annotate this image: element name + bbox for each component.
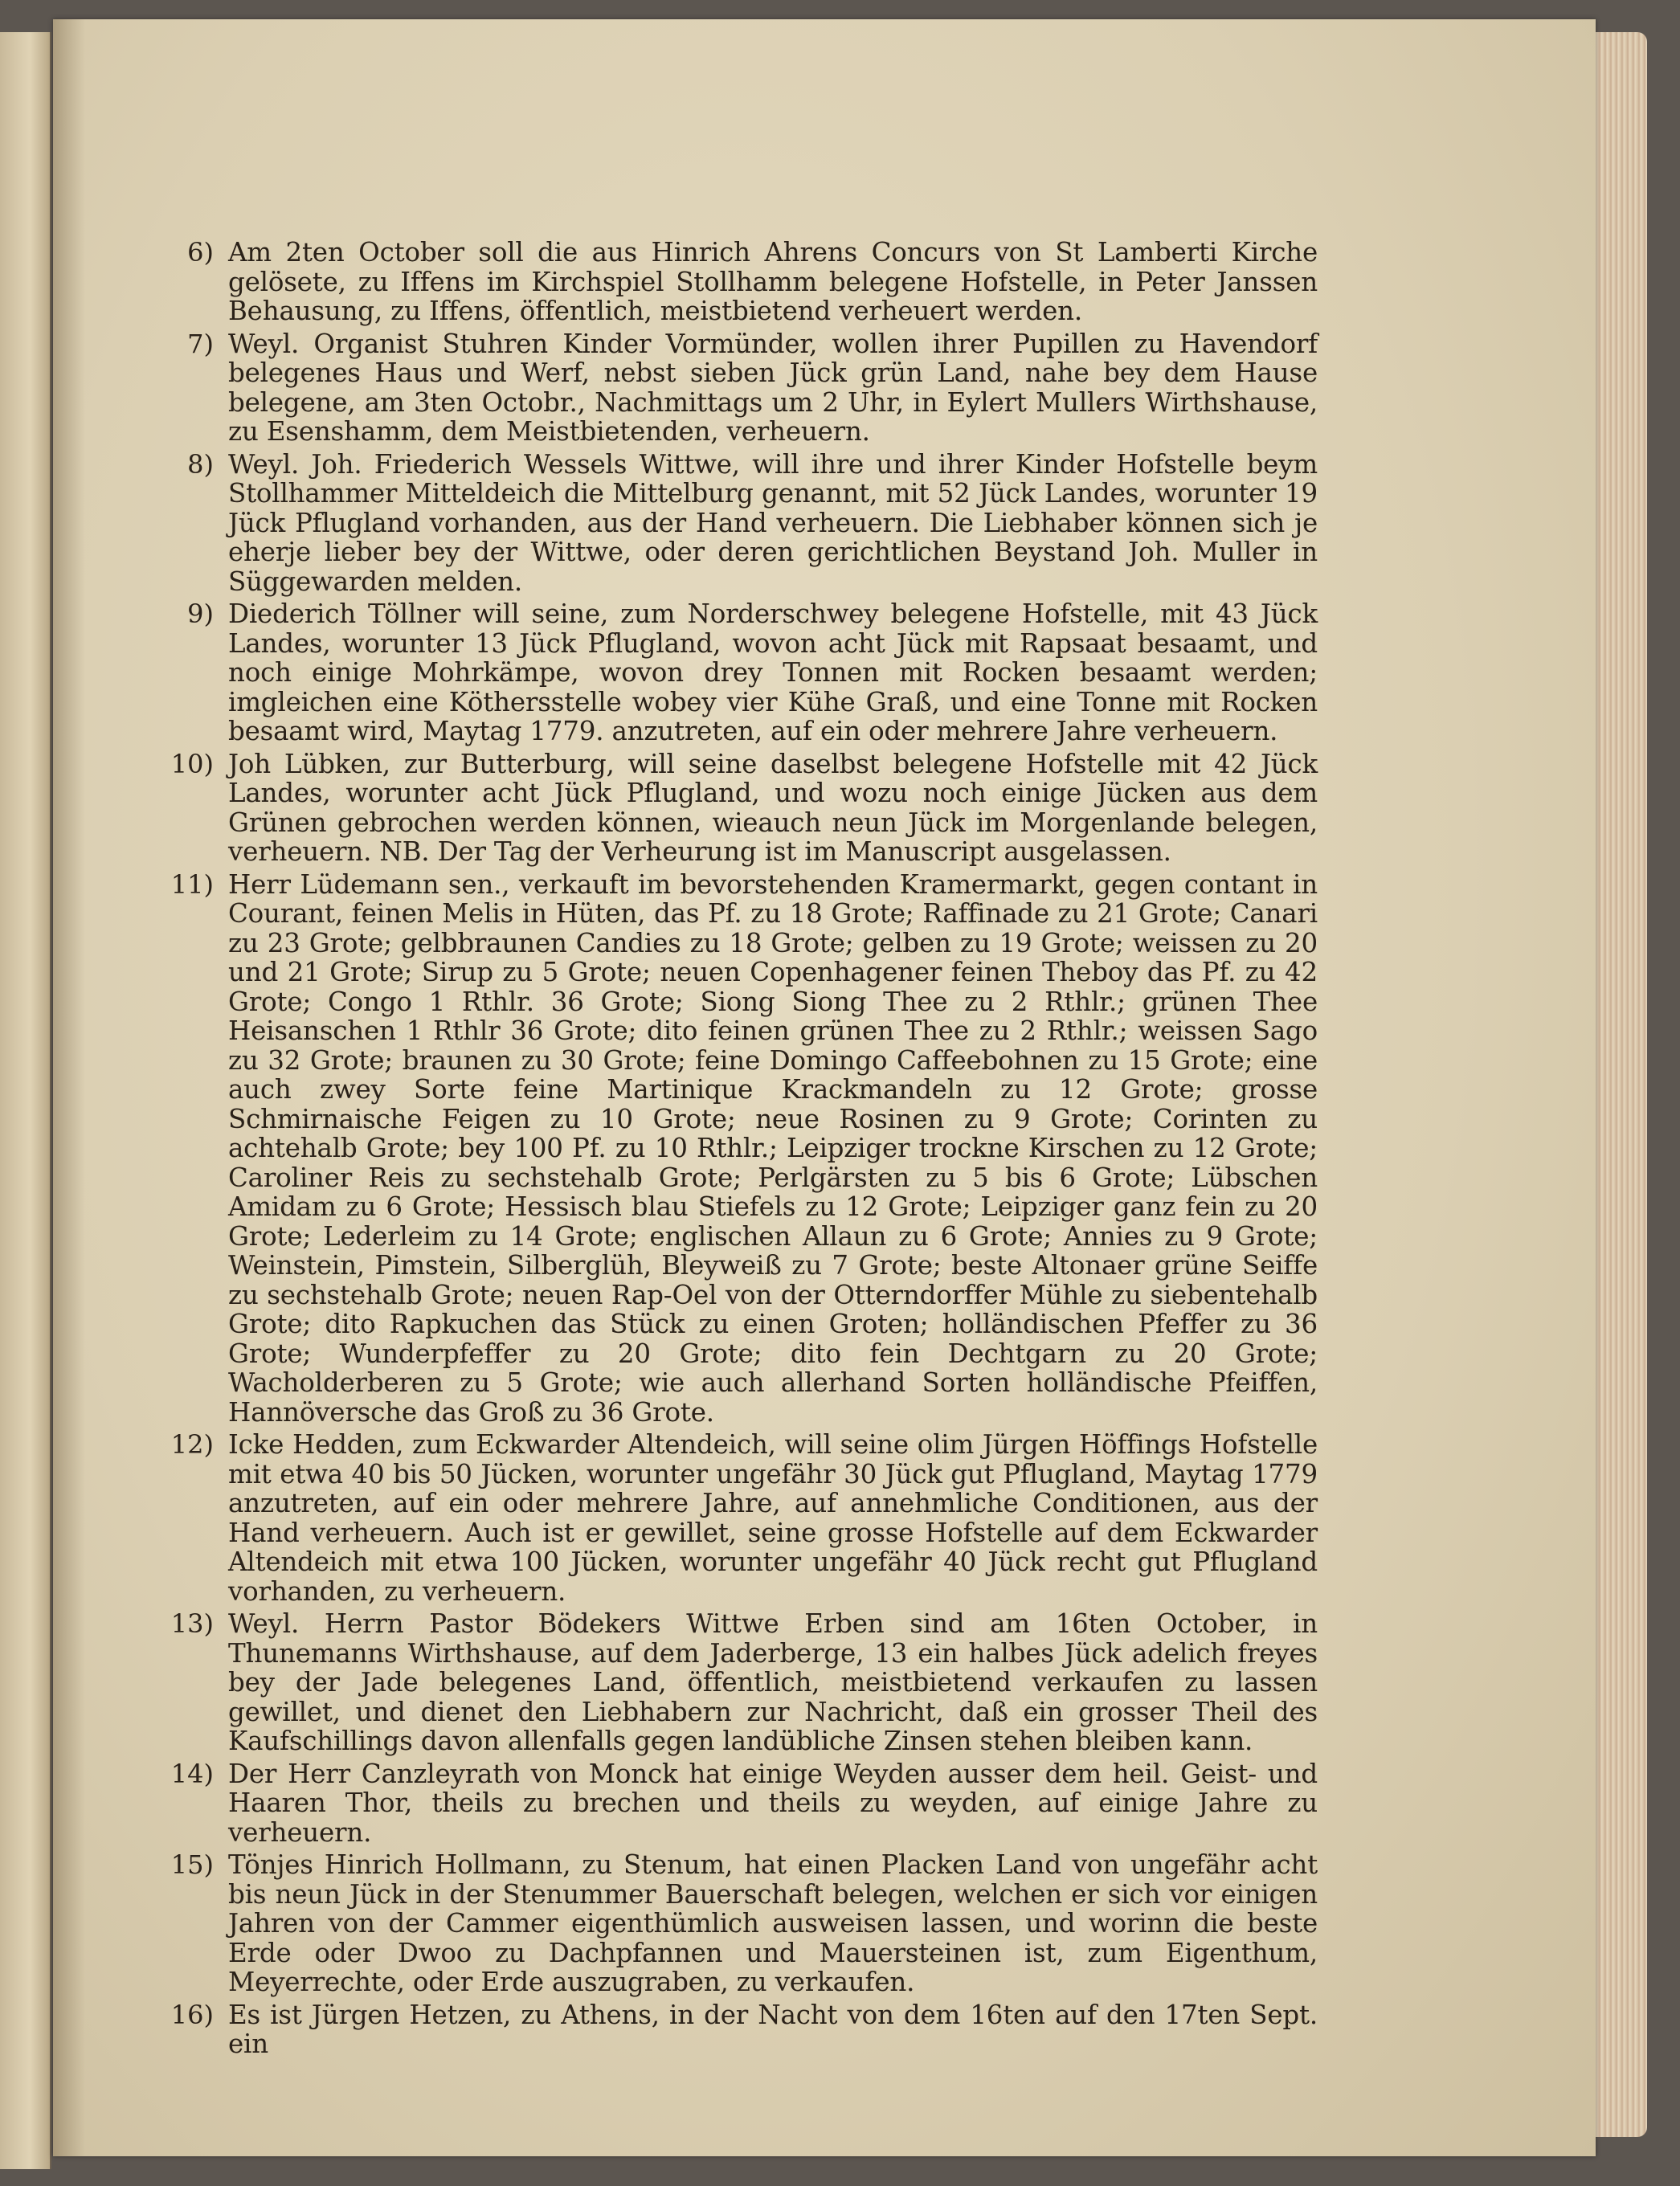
entry-number: 7) — [187, 328, 214, 359]
entry-number: 16) — [170, 1999, 214, 2030]
entry-number: 15) — [170, 1849, 214, 1880]
entry-number: 8) — [187, 448, 214, 480]
entry-9 — [145, 599, 1318, 746]
entry-text: Herr Lüdemann sen., verkauft im bevorstehenden Kramermarkt, gegen contant in Courant, feinen Melis in Hüten, das Pf. zu 18 Grote; Raffinade zu 21 Grote; Canari zu 23 Grote; gelbbraunen Candies zu 18 Grote; gelben zu 19 Grote; weissen zu 20 und 21 Grote; Sirup zu 5 Grote; neuen Copenhagener feinen Theboy das Pf. zu 42 Grote; Congo 1 Rthlr. 36 Grote; Siong Siong Thee zu 2 Rthlr.; grünen Thee Heisanschen 1 Rthlr 36 Grote; dito feinen grünen Thee zu 2 Rthlr.; weissen Sago zu 32 Grote; braunen zu 30 Grote; feine Domingo Caffeebohnen zu 15 Grote; eine auch zwey Sorte feine Martinique Krackmandeln zu 12 Grote; grosse Schmirnaische Feigen zu 10 Grote; neue Rosinen zu 9 Grote; Corinten zu achtehalb Grote; bey 100 Pf. zu 10 Rthlr.; Leipziger trockne Kirschen zu 12 Grote; Caroliner Reis zu sechstehalb Grote; Perlgärsten zu 5 bis 6 Grote; Lübschen Amidam zu 6 Grote; Hessisch blau Stiefels zu 12 Grote; Leipziger ganz fein zu 20 Grote; Lederleim zu 14 Grote; englischen Allaun zu 6 Grote; Annies zu 9 Grote; Weinstein, Pimstein, Silberglüh, Bleyweiß zu 7 Grote; beste Altonaer grüne Seiffe zu sechstehalb Grote; neuen Rap-Oel von der Otterndorffer Mühle zu siebentehalb Grote; dito Rapkuchen das Stück zu einen Groten; holländischen Pfeffer zu 36 Grote; Wunderpfeffer zu 20 Grote; dito fein Dechtgarn zu 20 Grote; Wacholderberen zu 5 Grote; wie auch allerhand Sorten holländische Pfeiffen, Hannöversche das Groß zu 36 Grote. — [228, 868, 1318, 1428]
entry-number: 13) — [170, 1608, 214, 1639]
entry-text: Tönjes Hinrich Hollmann, zu Stenum, hat einen Placken Land von ungefähr acht bis neun Jück in der Stenummer Bauerschaft belegen, welchen er sich vor einigen Jahren von der Cammer eigenthümlich ausweisen lassen, und worinn die beste Erde oder Dwoo zu Dachpfannen und Mauersteinen ist, zum Eigenthum, Meyerrechte, oder Erde auszugraben, zu verkaufen. — [228, 1849, 1318, 1997]
entry-number: 10) — [170, 748, 214, 779]
entry-14 — [145, 1759, 1318, 1848]
entry-text: Diederich Töllner will seine, zum Norderschwey belegene Hofstelle, mit 43 Jück Landes, worunter 13 Jück Pflugland, wovon acht Jück mit Rapsaat besaamt, und noch einige Mohrkämpe, wovon drey Tonnen mit Rocken besaamt werden; imgleichen eine Köthersstelle wobey vier Kühe Graß, und eine Tonne mit Rocken besaamt wird, Maytag 1779. anzutreten, auf ein oder mehrere Jahre verheuern. — [228, 599, 1318, 746]
entry-text: Weyl. Joh. Friederich Wessels Wittwe, will ihre und ihrer Kinder Hofstelle beym Stollhammer Mitteldeich die Mittelburg genannt, mit 52 Jück Landes, worunter 19 Jück Pflugland vorhanden, aus der Hand verheuern. Die Liebhaber können sich je eherje lieber bey der Wittwe, oder deren gerichtlichen Beystand Joh. Muller in Süggewarden melden. — [228, 448, 1318, 597]
spine-shadow — [53, 19, 85, 2156]
entry-text: Icke Hedden, zum Eckwarder Altendeich, will seine olim Jürgen Höffings Hofstelle mit etwa 40 bis 50 Jücken, worunter ungefähr 30 Jück gut Pflugland, Maytag 1779 anzutreten, auf ein oder mehrere Jahre, auf annehmliche Conditionen, aus der Hand verheuern. Auch ist er gewillet, seine grosse Hofstelle auf dem Eckwarder Altendeich mit etwa 100 Jücken, worunter ungefähr 40 Jück recht gut Pflugland vorhanden, zu verheuern. — [228, 1429, 1318, 1607]
entry-13 — [145, 1609, 1318, 1756]
entry-text: Weyl. Herrn Pastor Bödekers Wittwe Erben sind am 16ten October, in Thunemanns Wirthshause, auf dem Jaderberge, 13 ein halbes Jück adelich freyes bey der Jade belegenes Land, öffentlich, meistbietend verkaufen zu lassen gewillet, und dienet den Liebhabern zur Nachricht, daß ein grosser Theil des Kaufschillings davon allenfalls gegen landübliche Zinsen stehen bleiben kann. — [228, 1608, 1318, 1756]
entry-number: 9) — [187, 599, 214, 629]
entry-11 — [145, 870, 1318, 1428]
entry-text: Weyl. Organist Stuhren Kinder Vormünder, wollen ihrer Pupillen zu Havendorf belegenes Haus und Werf, nebst sieben Jück grün Land, nahe bey dem Hause belegene, am 3ten Octobr., Nachmittags um 2 Uhr, in Eylert Mullers Wirthshause, zu Esenshamm, dem Meistbietenden, verheuern. — [228, 328, 1318, 447]
left-page-edge — [0, 32, 51, 2169]
entry-number: 6) — [187, 237, 214, 268]
entry-text: Es ist Jürgen Hetzen, zu Athens, in der Nacht von dem 16ten auf den 17ten Sept. ein — [228, 1999, 1318, 2059]
entry-12 — [145, 1430, 1318, 1606]
entry-number: 14) — [170, 1758, 214, 1789]
entry-6 — [145, 238, 1318, 326]
entry-10 — [145, 750, 1318, 867]
entries-list — [145, 238, 1318, 2062]
entry-text: Joh Lübken, zur Butterburg, will seine daselbst belegene Hofstelle mit 42 Jück Landes, worunter acht Jück Pflugland, und wozu noch einige Jücken aus dem Grünen gebrochen werden können, wieauch neun Jück im Morgenlande belegen, verheuern. NB. Der Tag der Verheurung ist im Manuscript ausgelassen. — [228, 748, 1318, 867]
entry-16 — [145, 2000, 1318, 2059]
entry-7 — [145, 329, 1318, 447]
entry-number: 12) — [170, 1429, 214, 1460]
entry-text: Am 2ten October soll die aus Hinrich Ahrens Concurs von St Lamberti Kirche gelösete, zu Iffens im Kirchspiel Stollhamm belegene Hofstelle, in Peter Janssen Behausung, zu Iffens, öffentlich, meistbietend verheuert werden. — [228, 237, 1318, 326]
entry-text: Der Herr Canzleyrath von Monck hat einige Weyden ausser dem heil. Geist- und Haaren Thor, theils zu brechen und theils zu weyden, auf einige Jahre zu verheuern. — [228, 1758, 1318, 1848]
entry-8 — [145, 450, 1318, 597]
entry-15 — [145, 1850, 1318, 1997]
entry-number: 11) — [170, 868, 214, 900]
